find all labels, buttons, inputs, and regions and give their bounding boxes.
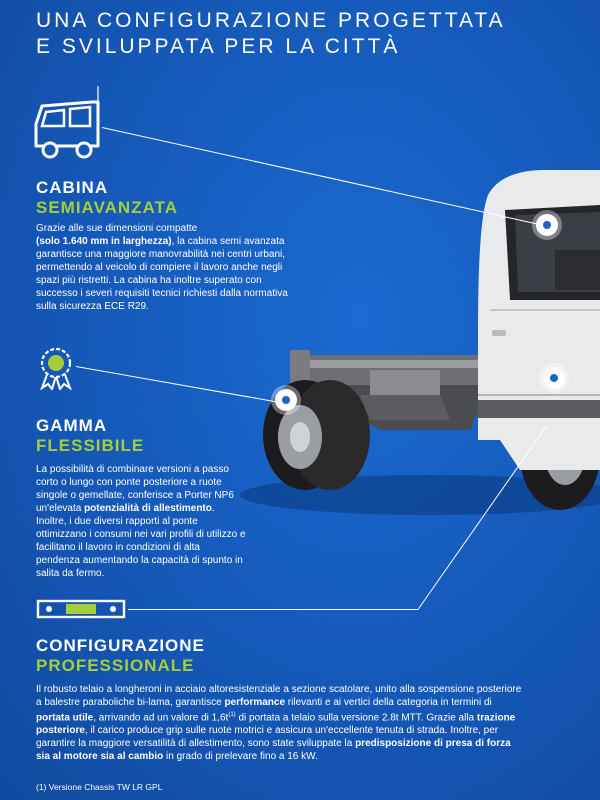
- gamma-hotspot[interactable]: [275, 389, 297, 411]
- cabina-heading: [36, 178, 178, 218]
- config-description: [36, 683, 526, 763]
- cabina-hotspot[interactable]: [536, 214, 558, 236]
- config-hotspot[interactable]: [543, 367, 565, 389]
- gamma-title-1: GAMMA: [36, 416, 108, 435]
- config-heading: [36, 636, 205, 676]
- gamma-text-1: La possibilità di combinare versioni a passo corto o lungo con ponte posteriore a ruote singole o gemellate, conferisce a Porter NP6 un'elevata: [36, 464, 234, 514]
- footnote: (1) Versione Chassis TW LR GPL: [36, 782, 163, 792]
- cabina-text-2: , la cabina semi avanzata garantisce una maggiore manovrabilità nei centri urbani, permettendo al veicolo di compiere il lavoro anche negli spazi più ristretti. La cabina ha inoltre superato con successo i severi requisiti tecnici richiesti dalla normativa sulla sicurezza ECE R29.: [36, 236, 288, 312]
- gamma-text-bold: potenzialità di allestimento: [84, 503, 212, 514]
- config-title-1: CONFIGURAZIONE: [36, 636, 205, 655]
- config-title-2: PROFESSIONALE: [36, 656, 195, 675]
- van-icon: [32, 84, 104, 164]
- config-text-1: Il robusto telaio a longheroni in acciaio altoresistenziale a sezione scatolare, unito alla sospensione posteriore a balestre paraboliche bi-lama, garantisce: [36, 684, 522, 708]
- config-bold-2: portata utile: [36, 712, 94, 724]
- config-text-3: , arrivando ad un valore di 1,6t: [93, 712, 229, 724]
- gamma-title-2: FLESSIBILE: [36, 436, 145, 455]
- config-footnote-ref: (1): [228, 712, 236, 718]
- gamma-description: [36, 463, 246, 580]
- config-text-5: , il carico produce grip sulle ruote motrici e assicura un'eccellente tenuta di strada. Inoltre, per garantire la maggiore versatilità di allestimento, sono state sviluppate la: [36, 725, 499, 750]
- config-bold-1: performance: [224, 697, 286, 708]
- config-bold-3: trazione posteriore: [36, 712, 516, 737]
- title-line-1: UNA CONFIGURAZIONE PROGETTATA: [36, 9, 506, 32]
- cabina-title-2: SEMIAVANZATA: [36, 198, 179, 217]
- cabina-title-1: CABINA: [36, 178, 109, 197]
- gamma-heading: [36, 416, 144, 456]
- config-text-6: in grado di prelevare fino a 16 kW.: [163, 751, 318, 763]
- page-title: [36, 8, 506, 60]
- award-ribbon-icon: [34, 346, 78, 390]
- cabina-description: [36, 222, 298, 313]
- cabina-text-1: Grazie alle sue dimensioni compatte: [36, 223, 198, 234]
- level-tool-icon: [36, 598, 126, 620]
- config-text-2: rilevanti e ai vertici della categoria in termini di: [285, 697, 492, 708]
- title-line-2: E SVILUPPATA PER LA CITTÀ: [36, 35, 401, 58]
- cabina-text-bold: (solo 1.640 mm in larghezza): [36, 236, 172, 247]
- config-connector-line: [128, 609, 418, 610]
- config-text-4: di portata a telaio sulla versione 2.8t MTT. Grazie alla: [235, 712, 477, 724]
- gamma-text-2: . Inoltre, i due diversi rapporti al ponte ottimizzano i consumi nei vari profili di utilizzo e facilitano il lavoro in condizioni di alta pendenza aumentando la capacità di spunto in salita da fermo.: [36, 503, 246, 579]
- config-bold-4: predisposizione di presa di forza sia al motore sia al cambio: [36, 738, 511, 763]
